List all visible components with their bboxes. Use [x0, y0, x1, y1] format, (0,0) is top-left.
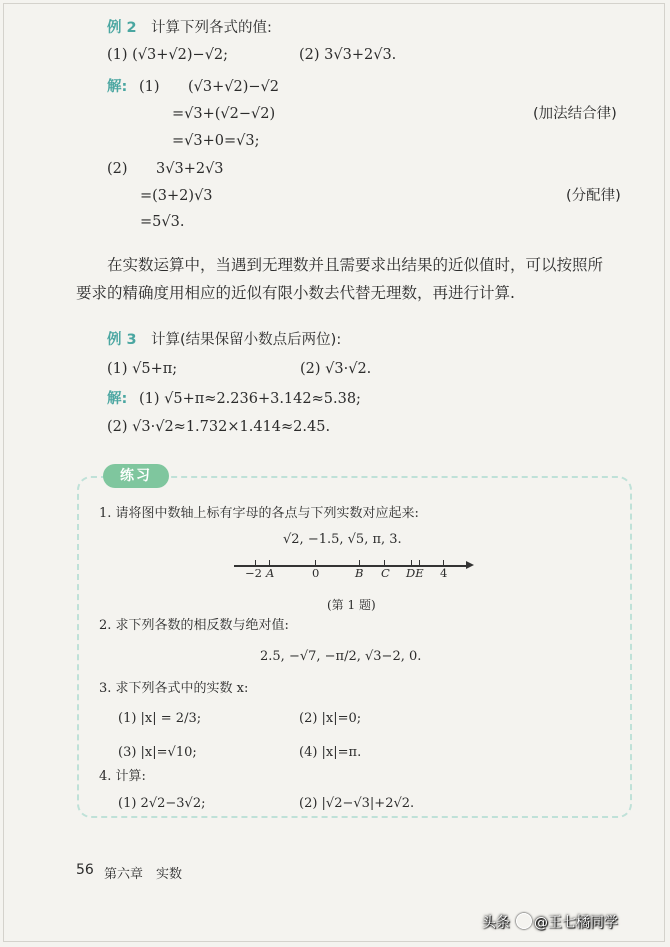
paragraph-line2: 要求的精确度用相应的近似有限小数去代替无理数，再进行计算.	[76, 284, 515, 302]
example2-solution-label: 解:	[107, 79, 128, 95]
example2-s1-label: (1)	[139, 79, 160, 95]
example2-s1-line2: =√3+(√2−√2)	[172, 106, 276, 122]
label-neg2: −2	[245, 566, 262, 580]
example3-s1: (1) √5+π≈2.236+3.142≈5.38;	[139, 391, 361, 407]
exercise-p3-1: (1) |x| = 2/3;	[118, 711, 202, 726]
example3-solution-label: 解:	[107, 391, 128, 407]
watermark-prefix: 头条	[482, 915, 510, 931]
exercise-box	[77, 476, 632, 818]
example3-label: 例 3	[107, 332, 137, 348]
exercise-p3-3: (3) |x|=√10;	[118, 745, 197, 760]
watermark	[482, 912, 618, 932]
example2-s1-line1: (√3+√2)−√2	[188, 79, 280, 95]
exercise-p1: 1. 请将图中数轴上标有字母的各点与下列实数对应起来:	[99, 506, 419, 521]
example2-s2-line3: =5√3.	[140, 214, 185, 230]
example2-label: 例 2	[107, 20, 137, 36]
figure-caption: (第 1 题)	[327, 598, 376, 612]
exercise-p4-2: (2) |√2−√3|+2√2.	[299, 796, 415, 811]
label-zero: 0	[312, 566, 320, 580]
label-DE: DE	[406, 566, 424, 580]
exercise-p2-values: 2.5, −√7, −π/2, √3−2, 0.	[260, 649, 422, 664]
example2-s2-line1: 3√3+2√3	[156, 161, 224, 177]
label-C: C	[381, 566, 390, 580]
exercise-p3-2: (2) |x|=0;	[299, 711, 362, 726]
label-four: 4	[440, 566, 448, 580]
example3-q1: (1) √5+π;	[107, 361, 178, 377]
chapter-title: 第六章 实数	[104, 867, 183, 882]
exercise-p3: 3. 求下列各式中的实数 x:	[99, 681, 249, 696]
arrow-icon	[466, 561, 474, 569]
label-A: A	[266, 566, 275, 580]
example2-q2: (2) 3√3+2√3.	[299, 47, 397, 63]
user-icon	[516, 913, 532, 929]
page-number: 56	[76, 862, 94, 878]
example2-s2-note: (分配律)	[566, 188, 621, 204]
example2-s2-label: (2)	[107, 161, 128, 177]
example2-s1-line3: =√3+0=√3;	[172, 133, 260, 149]
example2-q1: (1) (√3+√2)−√2;	[107, 47, 229, 63]
exercise-p3-4: (4) |x|=π.	[299, 745, 362, 760]
exercise-p4: 4. 计算:	[99, 769, 146, 784]
label-B: B	[355, 566, 364, 580]
exercise-p4-1: (1) 2√2−3√2;	[118, 796, 206, 811]
exercise-p1-values: √2, −1.5, √5, π, 3.	[283, 532, 402, 547]
watermark-handle: @王七橘同学	[534, 915, 618, 931]
exercise-badge: 练习	[103, 464, 169, 488]
paragraph-line1: 在实数运算中，当遇到无理数并且需要求出结果的近似值时，可以按照所	[107, 256, 604, 274]
example3-s2: (2) √3·√2≈1.732×1.414≈2.45.	[107, 419, 331, 435]
example2-s2-line2: =(3+2)√3	[140, 188, 213, 204]
example3-q2: (2) √3·√2.	[300, 361, 372, 377]
example3-title: 计算(结果保留小数点后两位):	[151, 332, 342, 348]
example2-title: 计算下列各式的值:	[151, 20, 272, 36]
example2-s1-note: (加法结合律)	[533, 106, 617, 122]
exercise-p2: 2. 求下列各数的相反数与绝对值:	[99, 618, 289, 633]
